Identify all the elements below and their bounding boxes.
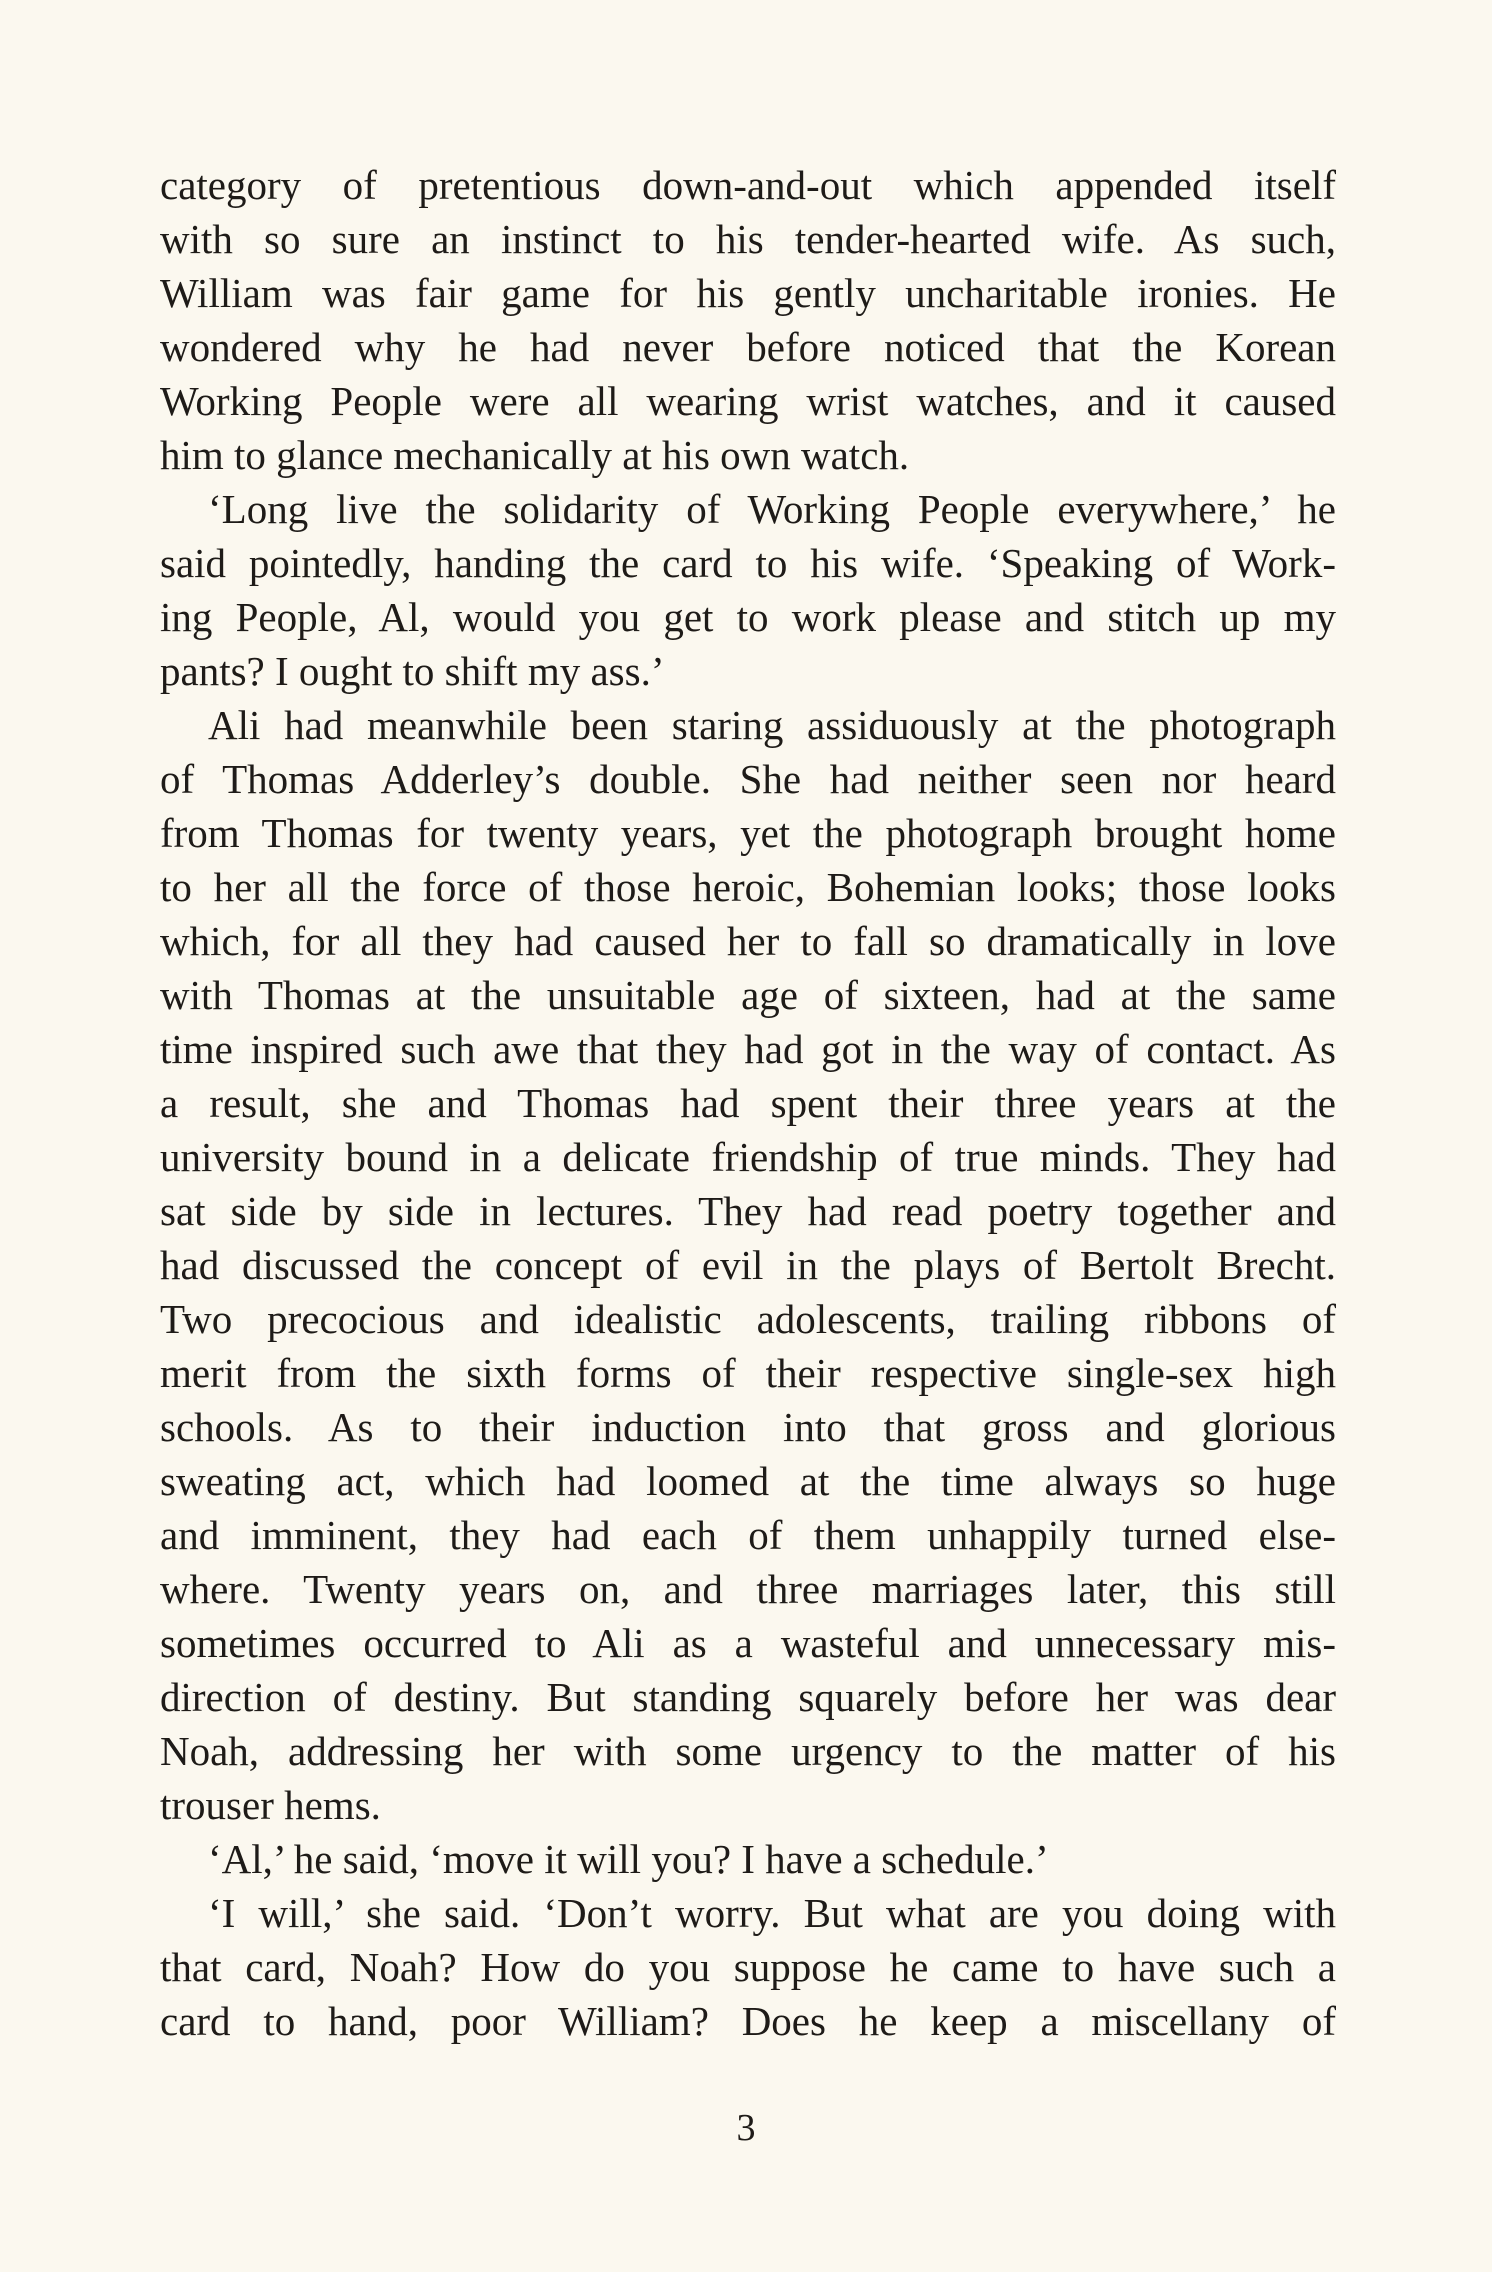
text-line: Ali had meanwhile been staring assiduously at the photograph xyxy=(208,702,1336,748)
text-line: direction of destiny. But standing squarely before her was dear xyxy=(160,1674,1336,1720)
text-line: ‘Al,’ he said, ‘move it will you? I have a schedule.’ xyxy=(208,1836,1049,1882)
text-line: schools. As to their induction into that gross and glorious xyxy=(160,1404,1336,1450)
text-line: Working People were all wearing wrist watches, and it caused xyxy=(160,378,1336,424)
text-line: Two precocious and idealistic adolescents, trailing ribbons of xyxy=(160,1296,1336,1342)
text-line: a result, she and Thomas had spent their three years at the xyxy=(160,1080,1336,1126)
text-line: merit from the sixth forms of their respective single-sex high xyxy=(160,1350,1336,1396)
paragraph-2 xyxy=(160,482,1336,698)
text-line: trouser hems. xyxy=(160,1782,381,1828)
text-line: him to glance mechanically at his own watch. xyxy=(160,432,910,478)
text-line: ‘Long live the solidarity of Working People everywhere,’ he xyxy=(208,486,1336,532)
text-line: sometimes occurred to Ali as a wasteful and unnecessary mis- xyxy=(160,1620,1336,1666)
paragraph-3 xyxy=(160,698,1336,1832)
paragraph-5 xyxy=(160,1886,1336,2048)
text-line: with so sure an instinct to his tender-hearted wife. As such, xyxy=(160,216,1336,262)
text-line: ing People, Al, would you get to work please and stitch up my xyxy=(160,594,1336,640)
paragraph-1 xyxy=(160,158,1336,482)
text-line: which, for all they had caused her to fall so dramatically in love xyxy=(160,918,1336,964)
text-line: had discussed the concept of evil in the plays of Bertolt Brecht. xyxy=(160,1242,1336,1288)
text-line: category of pretentious down-and-out which appended itself xyxy=(160,162,1336,208)
text-line: sweating act, which had loomed at the time always so huge xyxy=(160,1458,1336,1504)
paragraph-4 xyxy=(160,1832,1336,1886)
text-line: Noah, addressing her with some urgency to the matter of his xyxy=(160,1728,1336,1774)
text-line: university bound in a delicate friendship of true minds. They had xyxy=(160,1134,1336,1180)
text-line: where. Twenty years on, and three marriages later, this still xyxy=(160,1566,1336,1612)
text-line: pants? I ought to shift my ass.’ xyxy=(160,648,665,694)
text-line: sat side by side in lectures. They had read poetry together and xyxy=(160,1188,1336,1234)
text-line: said pointedly, handing the card to his wife. ‘Speaking of Work- xyxy=(160,540,1336,586)
text-line: of Thomas Adderley’s double. She had neither seen nor heard xyxy=(160,756,1336,802)
text-line: time inspired such awe that they had got in the way of contact. As xyxy=(160,1026,1336,1072)
text-line: with Thomas at the unsuitable age of sixteen, had at the same xyxy=(160,972,1336,1018)
text-line: from Thomas for twenty years, yet the photograph brought home xyxy=(160,810,1336,856)
text-line: that card, Noah? How do you suppose he came to have such a xyxy=(160,1944,1336,1990)
page-number: 3 xyxy=(736,2107,756,2149)
text-line: to her all the force of those heroic, Bohemian looks; those looks xyxy=(160,864,1336,910)
text-line: card to hand, poor William? Does he keep a miscellany of xyxy=(160,1998,1336,2044)
text-line: William was fair game for his gently uncharitable ironies. He xyxy=(160,270,1336,316)
body-text xyxy=(160,158,1336,2048)
text-line: and imminent, they had each of them unhappily turned else- xyxy=(160,1512,1336,1558)
text-line: ‘I will,’ she said. ‘Don’t worry. But what are you doing with xyxy=(208,1890,1336,1936)
text-line: wondered why he had never before noticed that the Korean xyxy=(160,324,1336,370)
